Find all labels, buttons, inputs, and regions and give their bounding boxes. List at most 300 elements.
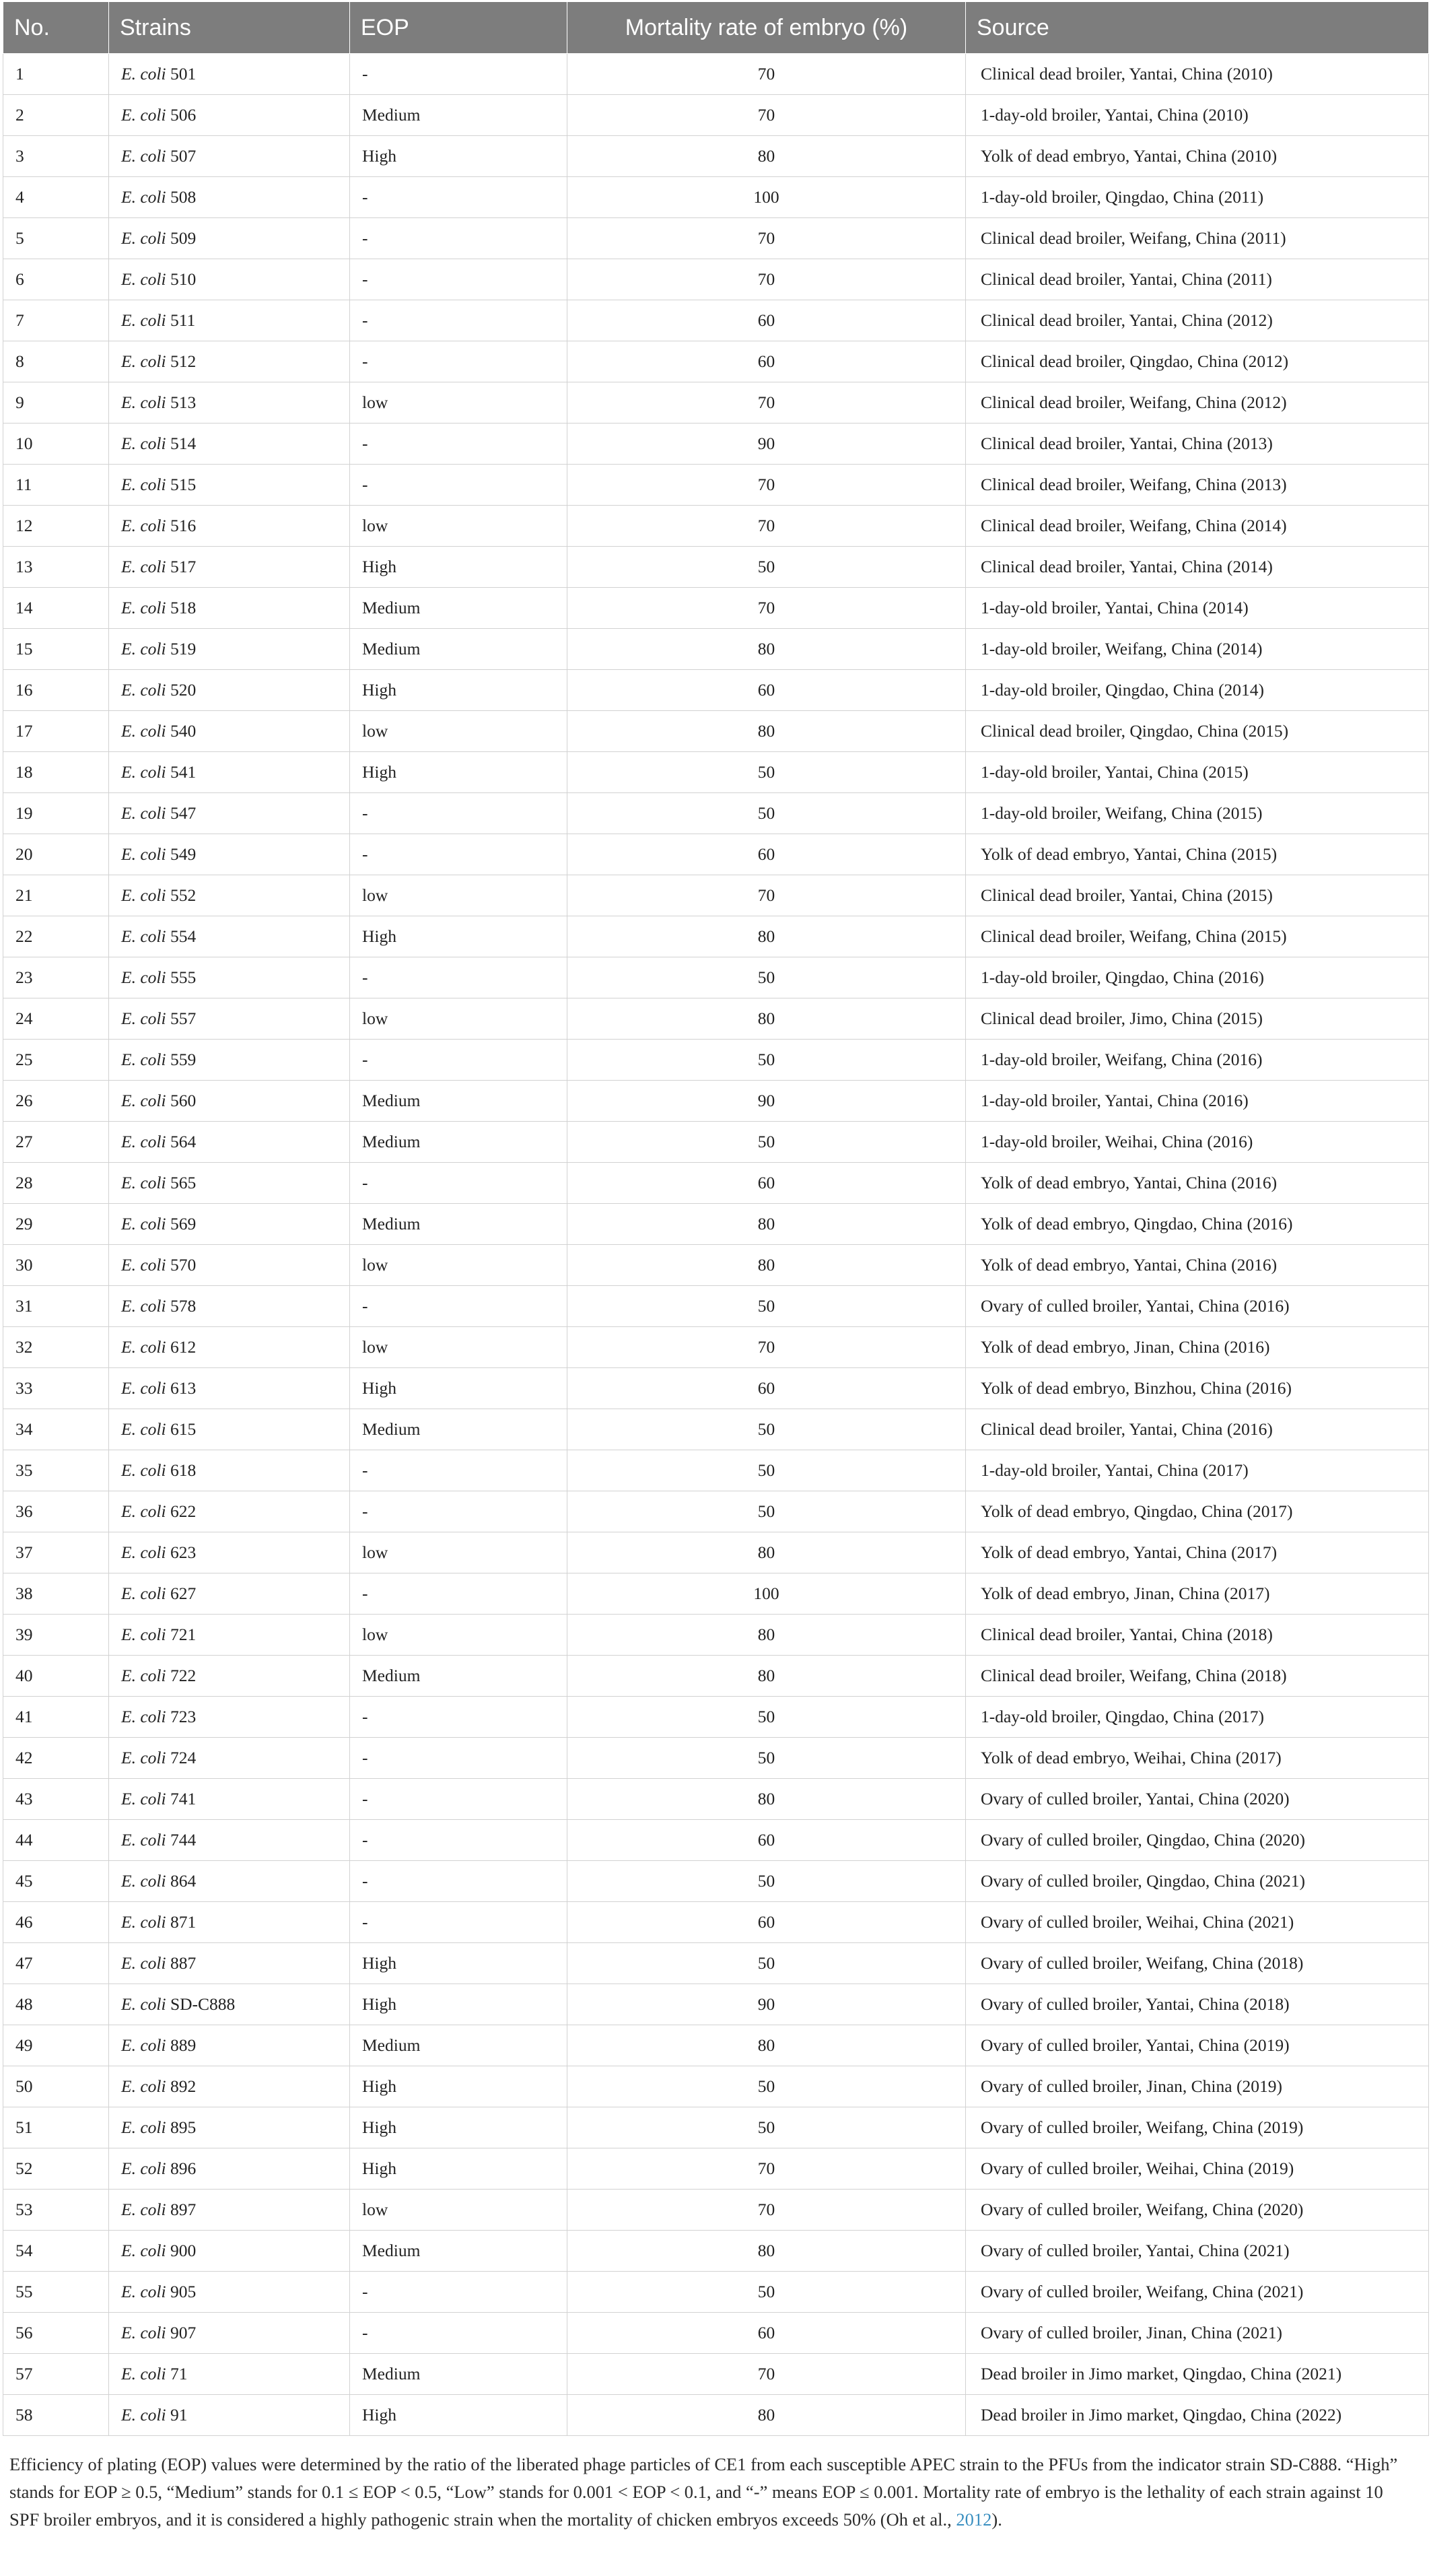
strain-id: 741 bbox=[170, 1789, 197, 1808]
table-row bbox=[3, 588, 1429, 629]
species-name: E. coli bbox=[121, 269, 166, 289]
cell-no: 41 bbox=[3, 1697, 109, 1738]
species-name: E. coli bbox=[121, 1009, 166, 1028]
cell-strain bbox=[109, 547, 350, 588]
cell-mortality: 70 bbox=[567, 2354, 966, 2395]
cell-eop: - bbox=[350, 1573, 567, 1615]
cell-strain bbox=[109, 1163, 350, 1204]
cell-eop: low bbox=[350, 1532, 567, 1573]
table-row bbox=[3, 1656, 1429, 1697]
cell-mortality: 70 bbox=[567, 506, 966, 547]
cell-no: 5 bbox=[3, 218, 109, 259]
table-row bbox=[3, 875, 1429, 916]
cell-strain bbox=[109, 2025, 350, 2066]
cell-source: Clinical dead broiler, Weifang, China (2015) bbox=[966, 916, 1429, 957]
strain-id: 721 bbox=[170, 1625, 197, 1644]
cell-source: 1-day-old broiler, Yantai, China (2016) bbox=[966, 1081, 1429, 1122]
species-name: E. coli bbox=[121, 146, 166, 166]
species-name: E. coli bbox=[121, 803, 166, 823]
species-name: E. coli bbox=[121, 2323, 166, 2342]
cell-source: Ovary of culled broiler, Weihai, China (2019) bbox=[966, 2148, 1429, 2190]
cell-strain bbox=[109, 711, 350, 752]
species-name: E. coli bbox=[121, 1666, 166, 1685]
species-name: E. coli bbox=[121, 1296, 166, 1316]
cell-strain bbox=[109, 1491, 350, 1532]
table-row bbox=[3, 752, 1429, 793]
cell-no: 51 bbox=[3, 2107, 109, 2148]
cell-eop: - bbox=[350, 1861, 567, 1902]
cell-no: 9 bbox=[3, 382, 109, 423]
cell-source: Clinical dead broiler, Jimo, China (2015) bbox=[966, 998, 1429, 1040]
cell-no: 21 bbox=[3, 875, 109, 916]
cell-no: 39 bbox=[3, 1615, 109, 1656]
cell-mortality: 70 bbox=[567, 54, 966, 95]
cell-mortality: 80 bbox=[567, 916, 966, 957]
cell-eop: Medium bbox=[350, 1081, 567, 1122]
cell-no: 1 bbox=[3, 54, 109, 95]
species-name: E. coli bbox=[121, 844, 166, 864]
cell-strain bbox=[109, 1040, 350, 1081]
cell-source: 1-day-old broiler, Weifang, China (2015) bbox=[966, 793, 1429, 834]
species-name: E. coli bbox=[121, 639, 166, 658]
table-row bbox=[3, 1573, 1429, 1615]
cell-mortality: 60 bbox=[567, 670, 966, 711]
species-name: E. coli bbox=[121, 1707, 166, 1726]
cell-source: 1-day-old broiler, Qingdao, China (2011) bbox=[966, 177, 1429, 218]
species-name: E. coli bbox=[121, 1871, 166, 1891]
strain-id: 722 bbox=[170, 1666, 197, 1685]
cell-strain bbox=[109, 506, 350, 547]
cell-source: Ovary of culled broiler, Yantai, China (2018) bbox=[966, 1984, 1429, 2025]
cell-strain bbox=[109, 1532, 350, 1573]
strain-id: 569 bbox=[170, 1214, 197, 1233]
cell-eop: low bbox=[350, 506, 567, 547]
cell-no: 14 bbox=[3, 588, 109, 629]
cell-strain bbox=[109, 1122, 350, 1163]
cell-eop: - bbox=[350, 177, 567, 218]
cell-mortality: 80 bbox=[567, 998, 966, 1040]
cell-no: 58 bbox=[3, 2395, 109, 2436]
cell-eop: - bbox=[350, 2313, 567, 2354]
cell-eop: High bbox=[350, 1368, 567, 1409]
cell-eop: Medium bbox=[350, 629, 567, 670]
strain-id: 519 bbox=[170, 639, 197, 658]
cell-mortality: 70 bbox=[567, 1327, 966, 1368]
cell-mortality: 50 bbox=[567, 1491, 966, 1532]
table-row bbox=[3, 2066, 1429, 2107]
cell-eop: - bbox=[350, 1820, 567, 1861]
cell-mortality: 50 bbox=[567, 2272, 966, 2313]
cell-source: Clinical dead broiler, Weifang, China (2014) bbox=[966, 506, 1429, 547]
strain-id: 520 bbox=[170, 680, 197, 700]
strain-id: 71 bbox=[170, 2364, 188, 2383]
cell-no: 33 bbox=[3, 1368, 109, 1409]
header-mortality: Mortality rate of embryo (%) bbox=[567, 2, 966, 54]
cell-eop: Medium bbox=[350, 1409, 567, 1450]
cell-mortality: 70 bbox=[567, 875, 966, 916]
cell-eop: Medium bbox=[350, 588, 567, 629]
cell-strain bbox=[109, 54, 350, 95]
strain-id: 518 bbox=[170, 598, 197, 617]
cell-source: Ovary of culled broiler, Weifang, China (2019) bbox=[966, 2107, 1429, 2148]
cell-no: 23 bbox=[3, 957, 109, 998]
cell-no: 15 bbox=[3, 629, 109, 670]
cell-mortality: 50 bbox=[567, 793, 966, 834]
species-name: E. coli bbox=[121, 1912, 166, 1932]
cell-source: 1-day-old broiler, Yantai, China (2017) bbox=[966, 1450, 1429, 1491]
cell-no: 20 bbox=[3, 834, 109, 875]
cell-source: Yolk of dead embryo, Yantai, China (2015) bbox=[966, 834, 1429, 875]
cell-strain bbox=[109, 2190, 350, 2231]
cell-strain bbox=[109, 1820, 350, 1861]
cell-source: Clinical dead broiler, Yantai, China (2018) bbox=[966, 1615, 1429, 1656]
cell-source: 1-day-old broiler, Yantai, China (2010) bbox=[966, 95, 1429, 136]
strain-id: 564 bbox=[170, 1132, 197, 1151]
cell-source: Ovary of culled broiler, Qingdao, China (2021) bbox=[966, 1861, 1429, 1902]
cell-strain bbox=[109, 834, 350, 875]
table-row bbox=[3, 1409, 1429, 1450]
cell-mortality: 70 bbox=[567, 382, 966, 423]
cell-strain bbox=[109, 2231, 350, 2272]
species-name: E. coli bbox=[121, 2364, 166, 2383]
cell-mortality: 80 bbox=[567, 1245, 966, 1286]
cell-no: 56 bbox=[3, 2313, 109, 2354]
cell-strain bbox=[109, 1368, 350, 1409]
table-row bbox=[3, 1943, 1429, 1984]
strain-id: 515 bbox=[170, 475, 197, 494]
table-row bbox=[3, 136, 1429, 177]
strain-id: 509 bbox=[170, 228, 197, 248]
cell-eop: - bbox=[350, 341, 567, 382]
cell-eop: - bbox=[350, 1286, 567, 1327]
species-name: E. coli bbox=[121, 1050, 166, 1069]
table-row bbox=[3, 2025, 1429, 2066]
cell-eop: Medium bbox=[350, 2231, 567, 2272]
cell-source: 1-day-old broiler, Qingdao, China (2017) bbox=[966, 1697, 1429, 1738]
cell-source: Yolk of dead embryo, Yantai, China (2017) bbox=[966, 1532, 1429, 1573]
species-name: E. coli bbox=[121, 105, 166, 125]
strain-id: 864 bbox=[170, 1871, 197, 1891]
table-row bbox=[3, 506, 1429, 547]
cell-strain bbox=[109, 2354, 350, 2395]
cell-mortality: 50 bbox=[567, 1286, 966, 1327]
cell-eop: High bbox=[350, 2395, 567, 2436]
table-body bbox=[3, 54, 1429, 2436]
cell-no: 35 bbox=[3, 1450, 109, 1491]
cell-strain bbox=[109, 341, 350, 382]
cell-eop: High bbox=[350, 1984, 567, 2025]
cell-no: 18 bbox=[3, 752, 109, 793]
cell-strain bbox=[109, 670, 350, 711]
strain-id: 892 bbox=[170, 2076, 197, 2096]
cell-source: Yolk of dead embryo, Yantai, China (2016) bbox=[966, 1245, 1429, 1286]
cell-source: 1-day-old broiler, Weifang, China (2016) bbox=[966, 1040, 1429, 1081]
cell-strain bbox=[109, 2272, 350, 2313]
cell-source: Ovary of culled broiler, Qingdao, China (2020) bbox=[966, 1820, 1429, 1861]
cell-source: Yolk of dead embryo, Qingdao, China (2017) bbox=[966, 1491, 1429, 1532]
cell-source: Yolk of dead embryo, Qingdao, China (2016) bbox=[966, 1204, 1429, 1245]
cell-mortality: 50 bbox=[567, 2107, 966, 2148]
cell-no: 38 bbox=[3, 1573, 109, 1615]
cell-source: 1-day-old broiler, Weifang, China (2014) bbox=[966, 629, 1429, 670]
cell-strain bbox=[109, 629, 350, 670]
cell-no: 25 bbox=[3, 1040, 109, 1081]
species-name: E. coli bbox=[121, 1337, 166, 1357]
strain-id: 549 bbox=[170, 844, 197, 864]
cell-strain bbox=[109, 916, 350, 957]
table-row bbox=[3, 1122, 1429, 1163]
cell-strain bbox=[109, 465, 350, 506]
cell-eop: Medium bbox=[350, 95, 567, 136]
table-row bbox=[3, 834, 1429, 875]
cell-no: 36 bbox=[3, 1491, 109, 1532]
table-row bbox=[3, 1820, 1429, 1861]
cell-source: Yolk of dead embryo, Yantai, China (2016) bbox=[966, 1163, 1429, 1204]
cell-no: 11 bbox=[3, 465, 109, 506]
header-eop: EOP bbox=[350, 2, 567, 54]
cell-no: 44 bbox=[3, 1820, 109, 1861]
cell-source: Ovary of culled broiler, Yantai, China (2020) bbox=[966, 1779, 1429, 1820]
species-name: E. coli bbox=[121, 1419, 166, 1439]
strain-id: 900 bbox=[170, 2241, 197, 2260]
table-footnote bbox=[9, 2451, 1416, 2534]
cell-mortality: 50 bbox=[567, 957, 966, 998]
species-name: E. coli bbox=[121, 598, 166, 617]
cell-eop: - bbox=[350, 957, 567, 998]
cell-eop: - bbox=[350, 1491, 567, 1532]
cell-no: 47 bbox=[3, 1943, 109, 1984]
header-no: No. bbox=[3, 2, 109, 54]
cell-no: 7 bbox=[3, 300, 109, 341]
cell-no: 37 bbox=[3, 1532, 109, 1573]
cell-mortality: 80 bbox=[567, 1615, 966, 1656]
table-row bbox=[3, 711, 1429, 752]
cell-eop: low bbox=[350, 1327, 567, 1368]
strain-id: 889 bbox=[170, 2035, 197, 2055]
table-row bbox=[3, 177, 1429, 218]
table-row bbox=[3, 629, 1429, 670]
footnote-text-end: ). bbox=[991, 2509, 1002, 2530]
cell-mortality: 80 bbox=[567, 629, 966, 670]
cell-source: Clinical dead broiler, Weifang, China (2011) bbox=[966, 218, 1429, 259]
cell-source: Yolk of dead embryo, Jinan, China (2017) bbox=[966, 1573, 1429, 1615]
cell-no: 57 bbox=[3, 2354, 109, 2395]
cell-eop: High bbox=[350, 136, 567, 177]
cell-eop: Medium bbox=[350, 1656, 567, 1697]
strain-id: 744 bbox=[170, 1830, 197, 1850]
table-row bbox=[3, 1779, 1429, 1820]
cell-strain bbox=[109, 1943, 350, 1984]
species-name: E. coli bbox=[121, 1830, 166, 1850]
species-name: E. coli bbox=[121, 762, 166, 782]
species-name: E. coli bbox=[121, 1994, 166, 2014]
species-name: E. coli bbox=[121, 310, 166, 330]
cell-no: 49 bbox=[3, 2025, 109, 2066]
species-name: E. coli bbox=[121, 393, 166, 412]
cell-strain bbox=[109, 259, 350, 300]
cell-mortality: 80 bbox=[567, 1656, 966, 1697]
table-row bbox=[3, 341, 1429, 382]
cell-eop: - bbox=[350, 1040, 567, 1081]
cell-mortality: 60 bbox=[567, 1368, 966, 1409]
species-name: E. coli bbox=[121, 1091, 166, 1110]
cell-source: Clinical dead broiler, Qingdao, China (2015) bbox=[966, 711, 1429, 752]
cell-eop: low bbox=[350, 2190, 567, 2231]
table-row bbox=[3, 1491, 1429, 1532]
cell-eop: Medium bbox=[350, 2354, 567, 2395]
table-row bbox=[3, 916, 1429, 957]
cell-strain bbox=[109, 1450, 350, 1491]
cell-eop: - bbox=[350, 423, 567, 465]
footnote-text: Efficiency of plating (EOP) values were determined by the ratio of the liberated phage particles of CE1 from each susceptible APEC strain to the PFUs from the indicator strain SD-C888. “High” stands for EOP ≥ 0.5, “Medium” stands for 0.1 ≤ EOP < 0.5, “Low” stands for 0.001 < EOP < 0.1, and “-” means EOP ≤ 0.001. Mortality rate of embryo is the lethality of each strain against 10 SPF broiler embryos, and it is considered a highly pathogenic strain when the mortality of chicken embryos exceeds 50% (Oh et al., bbox=[9, 2454, 1398, 2530]
cell-no: 34 bbox=[3, 1409, 109, 1450]
species-name: E. coli bbox=[121, 516, 166, 535]
strain-id: 613 bbox=[170, 1378, 197, 1398]
cell-eop: low bbox=[350, 1245, 567, 1286]
table-row bbox=[3, 465, 1429, 506]
strain-id: 557 bbox=[170, 1009, 197, 1028]
species-name: E. coli bbox=[121, 434, 166, 453]
table-row bbox=[3, 423, 1429, 465]
table-row bbox=[3, 1738, 1429, 1779]
cell-eop: High bbox=[350, 2066, 567, 2107]
cell-eop: High bbox=[350, 670, 567, 711]
cell-mortality: 50 bbox=[567, 1040, 966, 1081]
cell-source: Ovary of culled broiler, Weifang, China (2018) bbox=[966, 1943, 1429, 1984]
cell-no: 17 bbox=[3, 711, 109, 752]
cell-no: 43 bbox=[3, 1779, 109, 1820]
table-row bbox=[3, 670, 1429, 711]
cell-mortality: 50 bbox=[567, 1122, 966, 1163]
cell-mortality: 80 bbox=[567, 1204, 966, 1245]
strain-id: 570 bbox=[170, 1255, 197, 1275]
cell-source: Clinical dead broiler, Yantai, China (2016) bbox=[966, 1409, 1429, 1450]
cell-mortality: 100 bbox=[567, 177, 966, 218]
cell-mortality: 60 bbox=[567, 1820, 966, 1861]
species-name: E. coli bbox=[121, 1953, 166, 1973]
cell-eop: Medium bbox=[350, 1204, 567, 1245]
table-row bbox=[3, 1286, 1429, 1327]
cell-no: 19 bbox=[3, 793, 109, 834]
species-name: E. coli bbox=[121, 2241, 166, 2260]
cell-strain bbox=[109, 875, 350, 916]
cell-mortality: 50 bbox=[567, 752, 966, 793]
cell-no: 8 bbox=[3, 341, 109, 382]
species-name: E. coli bbox=[121, 187, 166, 207]
cell-eop: High bbox=[350, 2148, 567, 2190]
cell-source: 1-day-old broiler, Qingdao, China (2016) bbox=[966, 957, 1429, 998]
cell-eop: low bbox=[350, 875, 567, 916]
species-name: E. coli bbox=[121, 1378, 166, 1398]
strain-id: 907 bbox=[170, 2323, 197, 2342]
cell-no: 40 bbox=[3, 1656, 109, 1697]
cell-eop: High bbox=[350, 752, 567, 793]
cell-mortality: 80 bbox=[567, 1532, 966, 1573]
cell-source: Clinical dead broiler, Yantai, China (2012) bbox=[966, 300, 1429, 341]
cell-strain bbox=[109, 218, 350, 259]
strain-id: 565 bbox=[170, 1173, 197, 1192]
cell-source: Clinical dead broiler, Weifang, China (2012) bbox=[966, 382, 1429, 423]
cell-eop: Medium bbox=[350, 1122, 567, 1163]
cell-strain bbox=[109, 752, 350, 793]
cell-strain bbox=[109, 1656, 350, 1697]
cell-no: 30 bbox=[3, 1245, 109, 1286]
table-row bbox=[3, 957, 1429, 998]
species-name: E. coli bbox=[121, 2076, 166, 2096]
cell-strain bbox=[109, 1779, 350, 1820]
cell-source: Yolk of dead embryo, Jinan, China (2016) bbox=[966, 1327, 1429, 1368]
cell-eop: - bbox=[350, 1902, 567, 1943]
cell-mortality: 60 bbox=[567, 834, 966, 875]
strain-id: 896 bbox=[170, 2159, 197, 2178]
cell-strain bbox=[109, 382, 350, 423]
strain-id: 91 bbox=[170, 2405, 188, 2425]
cell-source: Yolk of dead embryo, Yantai, China (2010) bbox=[966, 136, 1429, 177]
table-row bbox=[3, 1245, 1429, 1286]
table-row bbox=[3, 2190, 1429, 2231]
cell-strain bbox=[109, 1615, 350, 1656]
table-header-row bbox=[3, 2, 1429, 54]
cell-no: 28 bbox=[3, 1163, 109, 1204]
species-name: E. coli bbox=[121, 1132, 166, 1151]
cell-mortality: 60 bbox=[567, 2313, 966, 2354]
cell-source: Ovary of culled broiler, Yantai, China (2019) bbox=[966, 2025, 1429, 2066]
cell-source: Ovary of culled broiler, Yantai, China (2021) bbox=[966, 2231, 1429, 2272]
species-name: E. coli bbox=[121, 2282, 166, 2301]
table-row bbox=[3, 2272, 1429, 2313]
table-row bbox=[3, 1163, 1429, 1204]
strain-id: 560 bbox=[170, 1091, 197, 1110]
strain-id: 552 bbox=[170, 885, 197, 905]
cell-strain bbox=[109, 2107, 350, 2148]
species-name: E. coli bbox=[121, 2159, 166, 2178]
cell-no: 50 bbox=[3, 2066, 109, 2107]
strain-id: 514 bbox=[170, 434, 197, 453]
cell-no: 22 bbox=[3, 916, 109, 957]
cell-eop: Medium bbox=[350, 2025, 567, 2066]
cell-eop: - bbox=[350, 300, 567, 341]
header-strains: Strains bbox=[109, 2, 350, 54]
cell-no: 16 bbox=[3, 670, 109, 711]
cell-eop: - bbox=[350, 1697, 567, 1738]
cell-source: 1-day-old broiler, Weihai, China (2016) bbox=[966, 1122, 1429, 1163]
cell-no: 32 bbox=[3, 1327, 109, 1368]
cell-source: Ovary of culled broiler, Weifang, China (2021) bbox=[966, 2272, 1429, 2313]
cell-source: Clinical dead broiler, Weifang, China (2018) bbox=[966, 1656, 1429, 1697]
table-row bbox=[3, 1040, 1429, 1081]
strain-id: 897 bbox=[170, 2200, 197, 2219]
cell-eop: low bbox=[350, 382, 567, 423]
cell-mortality: 60 bbox=[567, 341, 966, 382]
cell-mortality: 50 bbox=[567, 1861, 966, 1902]
cell-strain bbox=[109, 2313, 350, 2354]
table-row bbox=[3, 2354, 1429, 2395]
cell-strain bbox=[109, 1327, 350, 1368]
cell-source: Ovary of culled broiler, Yantai, China (2016) bbox=[966, 1286, 1429, 1327]
strain-id: 724 bbox=[170, 1748, 197, 1767]
species-name: E. coli bbox=[121, 475, 166, 494]
strain-id: 517 bbox=[170, 557, 197, 576]
cell-strain bbox=[109, 1861, 350, 1902]
strain-id: 540 bbox=[170, 721, 197, 741]
cell-strain bbox=[109, 998, 350, 1040]
cell-eop: High bbox=[350, 2107, 567, 2148]
cell-eop: low bbox=[350, 711, 567, 752]
table-row bbox=[3, 1984, 1429, 2025]
reference-link[interactable]: 2012 bbox=[956, 2509, 992, 2530]
species-name: E. coli bbox=[121, 1748, 166, 1767]
strain-id: 559 bbox=[170, 1050, 197, 1069]
